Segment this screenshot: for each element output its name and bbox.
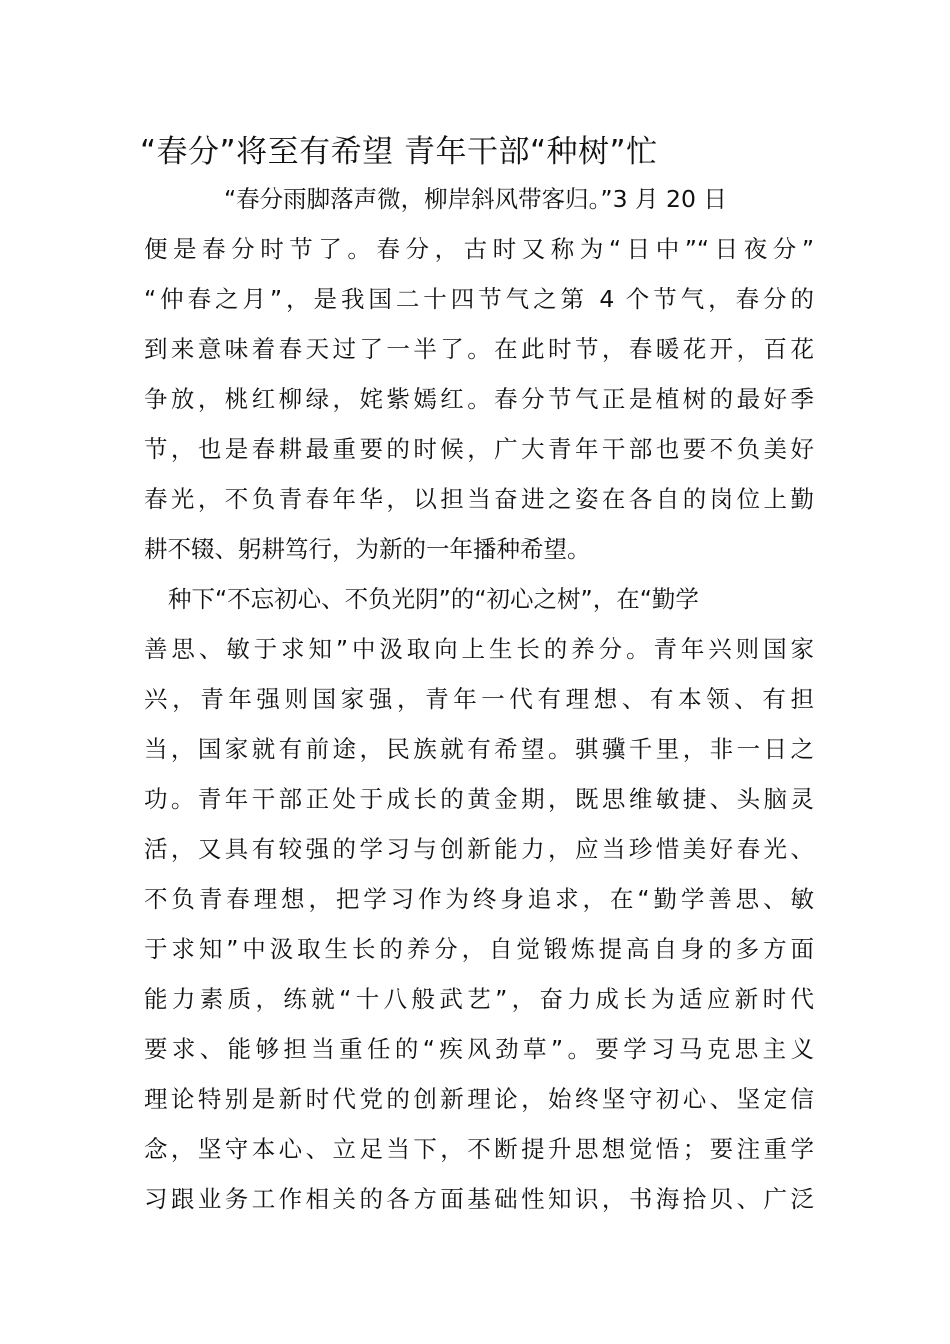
paragraph-line: 春光，不负青春年华，以担当奋进之姿在各自的岗位上勤 <box>144 485 814 513</box>
paragraph-line: 兴，青年强则国家强，青年一代有理想、有本领、有担 <box>144 685 814 713</box>
paragraph-line: 能力素质，练就“十八般武艺”，奋力成长为适应新时代 <box>144 985 814 1013</box>
paragraph-line: 便是春分时节了。春分，古时又称为“日中”“日夜分” <box>144 235 814 263</box>
paragraph-line: “春分雨脚落声微，柳岸斜风带客归。”3 月 20 日 <box>224 185 727 213</box>
paragraph-line: “仲春之月”，是我国二十四节气之第 4 个节气，春分的 <box>144 285 814 313</box>
paragraph-line: 争放，桃红柳绿，姹紫嫣红。春分节气正是植树的最好季 <box>144 385 814 413</box>
paragraph-line: 不负青春理想，把学习作为终身追求，在“勤学善思、敏 <box>144 885 814 913</box>
paragraph-line: 节，也是春耕最重要的时候，广大青年干部也要不负美好 <box>144 435 814 463</box>
paragraph-line: 功。青年干部正处于成长的黄金期，既思维敏捷、头脑灵 <box>144 785 814 813</box>
paragraph-line: 习跟业务工作相关的各方面基础性知识，书海拾贝、广泛 <box>144 1185 814 1213</box>
paragraph-line: 要求、能够担当重任的“疾风劲草”。要学习马克思主义 <box>144 1035 814 1063</box>
paragraph-line: 念，坚守本心、立足当下，不断提升思想觉悟；要注重学 <box>144 1135 814 1163</box>
paragraph-line: 当，国家就有前途，民族就有希望。骐骥千里，非一日之 <box>144 735 814 763</box>
paragraph-line: 到来意味着春天过了一半了。在此时节，春暖花开，百花 <box>144 335 814 363</box>
paragraph-line: 于求知”中汲取生长的养分，自觉锻炼提高自身的多方面 <box>144 935 814 963</box>
paragraph-line: 活，又具有较强的学习与创新能力，应当珍惜美好春光、 <box>144 835 814 863</box>
paragraph-line: 种下“不忘初心、不负光阴”的“初心之树”，在“勤学 <box>168 585 699 613</box>
paragraph-line: 耕不辍、躬耕笃行，为新的一年播种希望。 <box>144 535 591 563</box>
paragraph-line: 善思、敏于求知”中汲取向上生长的养分。青年兴则国家 <box>144 635 814 663</box>
article-title: “春分”将至有希望 青年干部“种树”忙 <box>140 134 658 170</box>
paragraph-line: 理论特别是新时代党的创新理论，始终坚守初心、坚定信 <box>144 1085 814 1113</box>
